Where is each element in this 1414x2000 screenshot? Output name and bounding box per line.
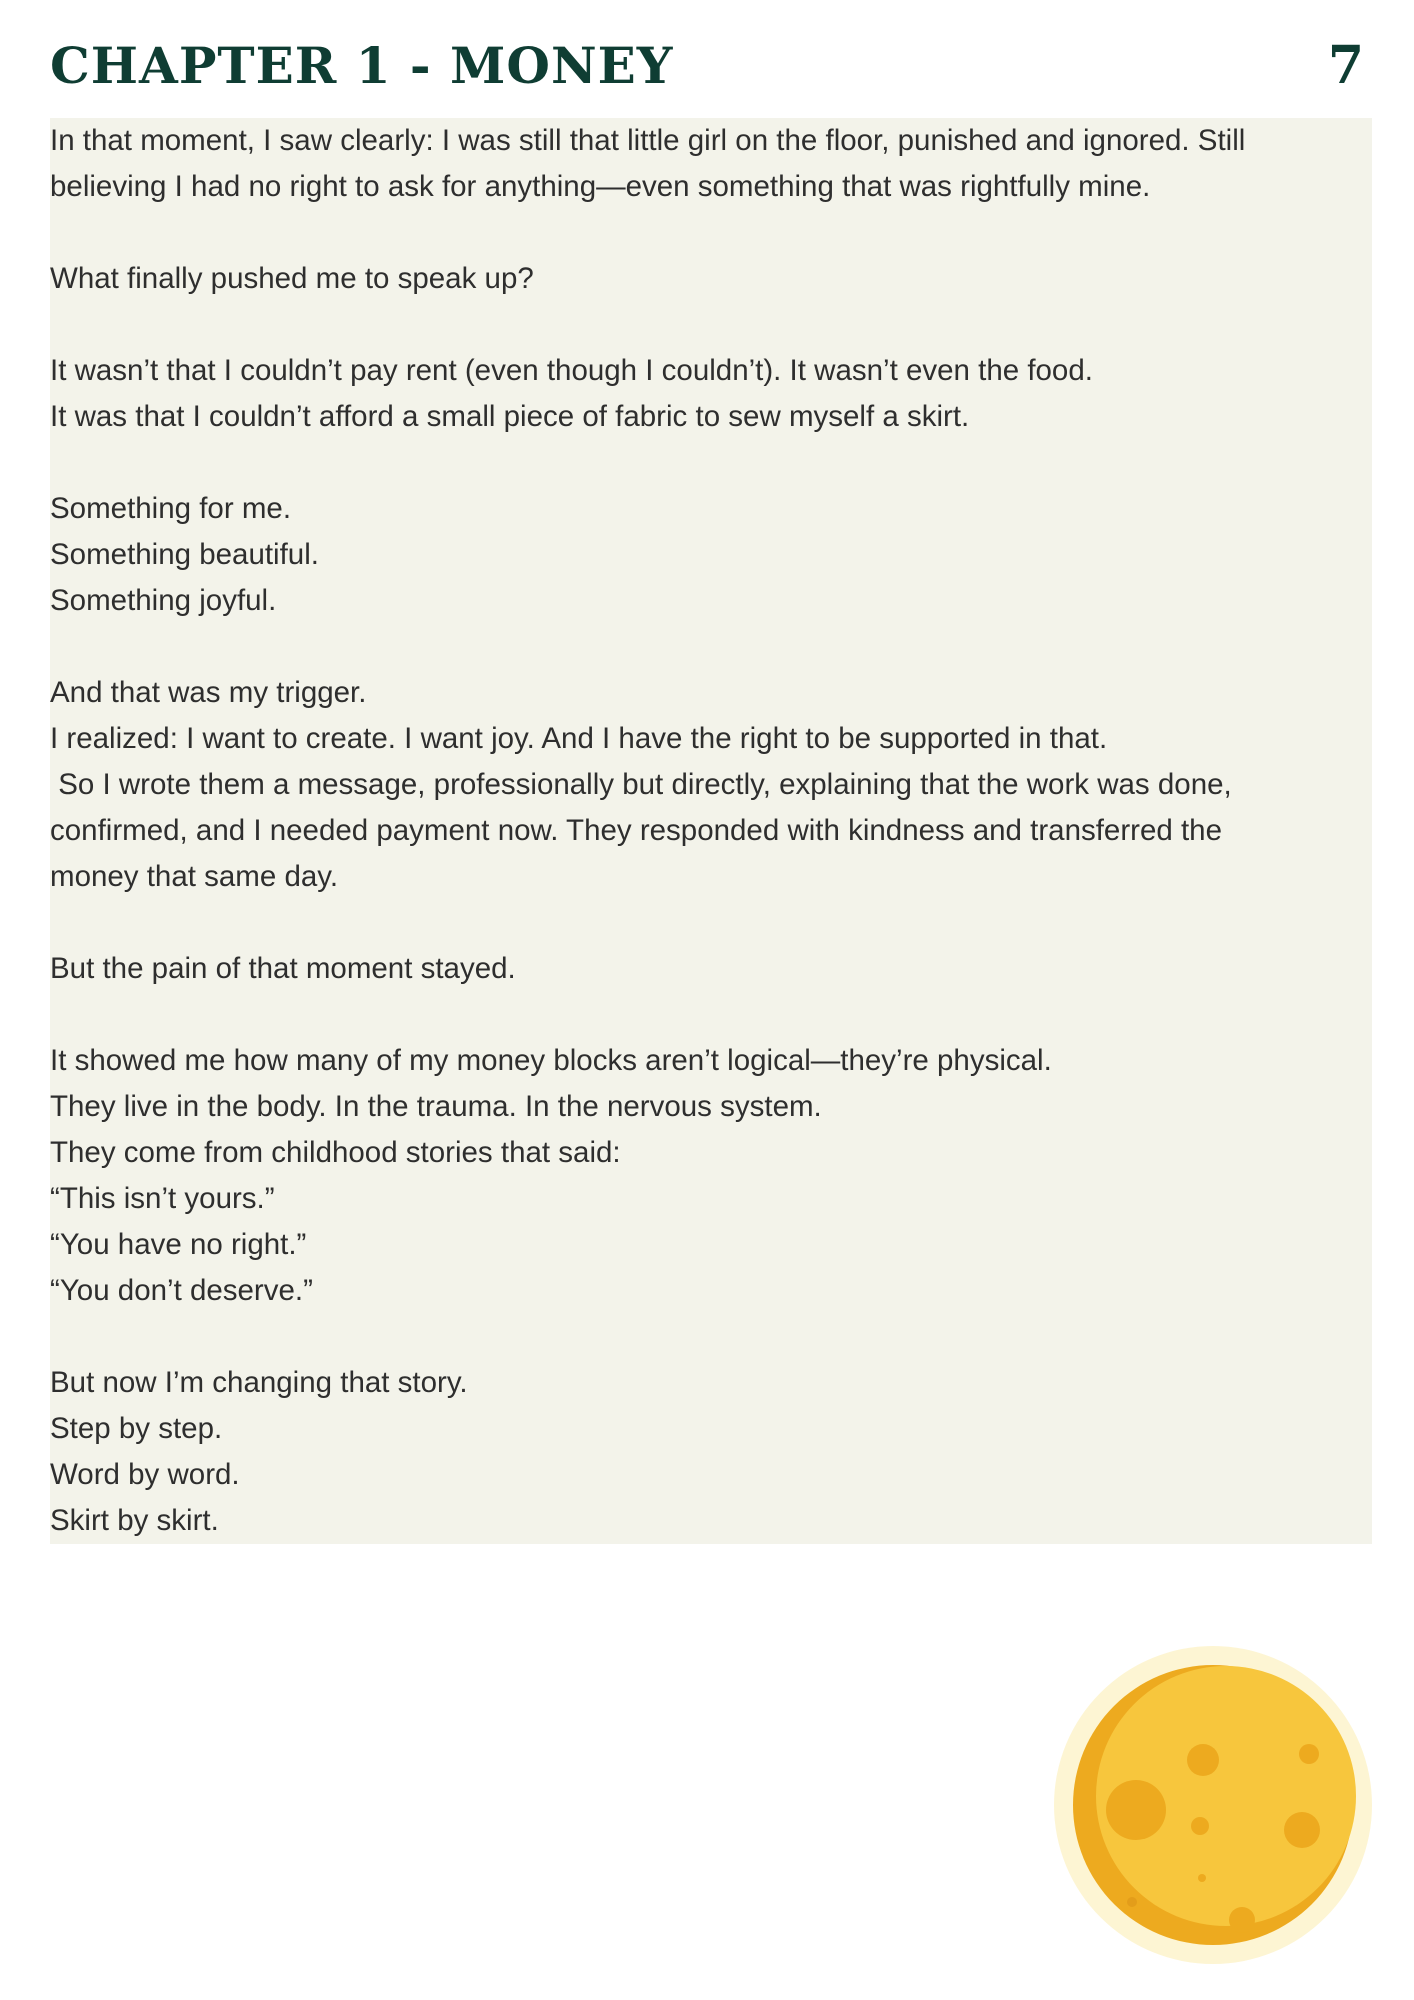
body-line: But the pain of that moment stayed.	[50, 952, 516, 985]
quote-line: “This isn’t yours.”	[50, 1182, 275, 1215]
body-line: They live in the body. In the trauma. In the nervous system.	[50, 1090, 822, 1123]
page-header	[50, 30, 1372, 110]
paragraph-gap	[50, 302, 1372, 348]
body-line: In that moment, I saw clearly: I was still that little girl on the floor, punished and ignored. Still	[50, 124, 1246, 157]
body-line: What finally pushed me to speak up?	[50, 262, 534, 295]
body-line: Word by word.	[50, 1458, 240, 1491]
body-line: Step by step.	[50, 1412, 223, 1445]
body-line: Something joyful.	[50, 584, 277, 617]
page-number: 7	[1327, 35, 1364, 96]
body-text-panel	[50, 118, 1372, 1544]
body-line: So I wrote them a message, professionally but directly, explaining that the work was done,	[50, 768, 1232, 801]
paragraph-gap	[50, 900, 1372, 946]
quote-line: “You have no right.”	[50, 1228, 307, 1261]
quote-line: “You don’t deserve.”	[50, 1274, 313, 1307]
moon-crater	[1229, 1907, 1255, 1933]
body-line: It was that I couldn’t afford a small piece of fabric to sew myself a skirt.	[50, 400, 970, 433]
moon-crater	[1187, 1744, 1219, 1776]
body-line: I realized: I want to create. I want joy. And I have the right to be supported in that.	[50, 722, 1108, 755]
body-line: It wasn’t that I couldn’t pay rent (even though I couldn’t). It wasn’t even the food.	[50, 354, 1093, 387]
moon-icon	[1054, 1646, 1372, 1964]
body-line: believing I had no right to ask for anything—even something that was rightfully mine.	[50, 170, 1151, 203]
body-line: And that was my trigger.	[50, 676, 367, 709]
body-line: Something for me.	[50, 492, 292, 525]
paragraph-gap	[50, 992, 1372, 1038]
body-line: They come from childhood stories that said:	[50, 1136, 621, 1169]
moon-crater	[1191, 1817, 1209, 1835]
paragraph-gap	[50, 1314, 1372, 1360]
chapter-title: CHAPTER 1 - MONEY	[50, 36, 674, 95]
moon-crater	[1198, 1874, 1206, 1882]
moon-crater	[1127, 1897, 1137, 1907]
body-line: money that same day.	[50, 860, 339, 893]
body-line: It showed me how many of my money blocks aren’t logical—they’re physical.	[50, 1044, 1052, 1077]
body-line: But now I’m changing that story.	[50, 1366, 468, 1399]
body-line: Skirt by skirt.	[50, 1504, 219, 1537]
paragraph-gap	[50, 440, 1372, 486]
moon-crater	[1299, 1744, 1319, 1764]
moon-crater	[1284, 1812, 1320, 1848]
body-line: confirmed, and I needed payment now. They responded with kindness and transferred the	[50, 814, 1222, 847]
paragraph-gap	[50, 624, 1372, 670]
moon-crater	[1106, 1780, 1166, 1840]
body-line: Something beautiful.	[50, 538, 319, 571]
paragraph-gap	[50, 210, 1372, 256]
